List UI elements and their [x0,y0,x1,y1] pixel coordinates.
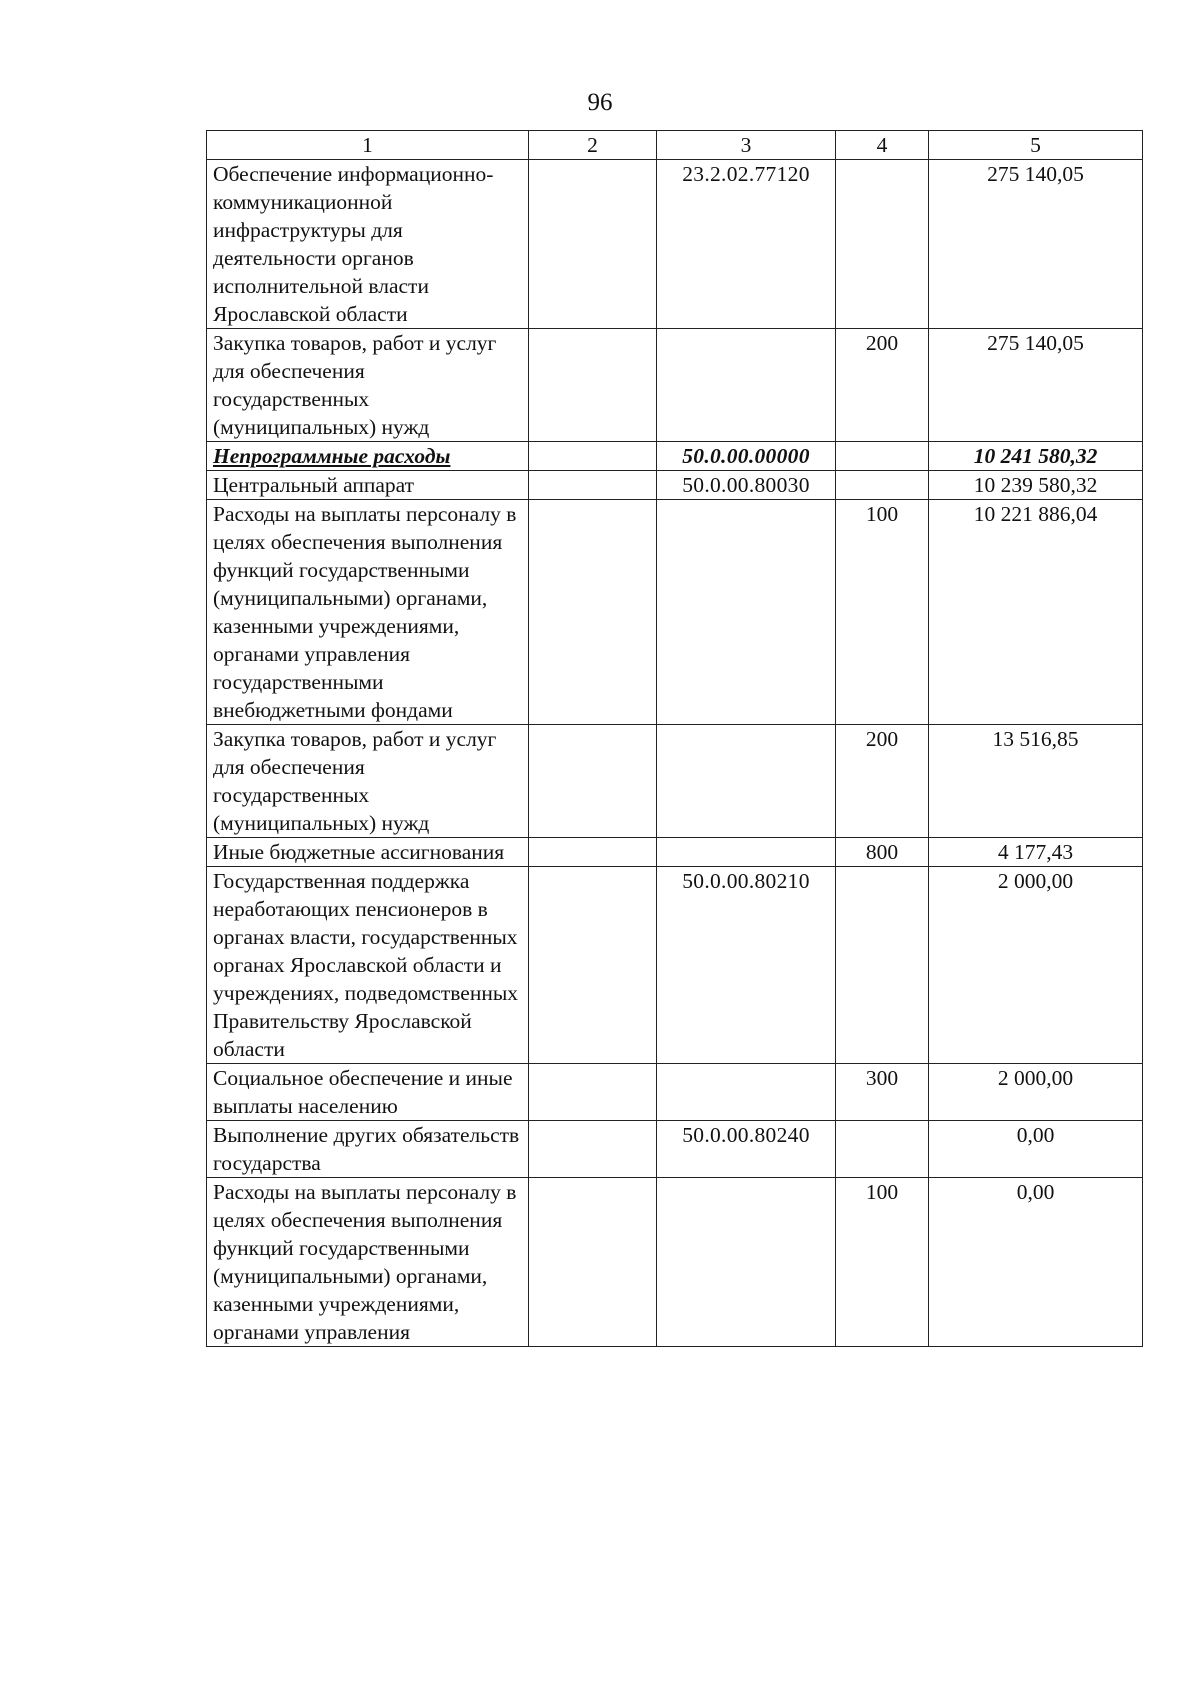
column-2-cell [529,1121,657,1178]
target-code-cell: 50.0.00.00000 [657,442,836,471]
expense-type-cell: 100 [836,500,929,725]
column-2-cell [529,1064,657,1121]
expense-name-cell: Обеспечение информационно-коммуникационной инфраструктуры для деятельности органов исполнительной власти Ярославской области [207,160,529,329]
header-col-3: 3 [657,131,836,160]
expense-type-cell: 100 [836,1178,929,1347]
amount-cell: 275 140,05 [929,329,1143,442]
target-code-cell [657,500,836,725]
table-row [207,500,1143,725]
expense-type-cell [836,1121,929,1178]
column-2-cell [529,500,657,725]
expense-type-cell: 200 [836,725,929,838]
expense-type-cell [836,160,929,329]
page-number: 96 [587,89,613,116]
expense-name-cell: Социальное обеспечение и иные выплаты населению [207,1064,529,1121]
expense-name-cell: Закупка товаров, работ и услуг для обеспечения государственных (муниципальных) нужд [207,725,529,838]
table-row [207,1178,1143,1347]
table-header-row [207,131,1143,160]
target-code-cell [657,725,836,838]
table-row [207,329,1143,442]
expense-name-cell: Иные бюджетные ассигнования [207,838,529,867]
column-2-cell [529,867,657,1064]
expense-type-cell [836,867,929,1064]
expense-name-cell: Государственная поддержка неработающих пенсионеров в органах власти, государственных органах Ярославской области и учреждениях, подведомственных Правительству Ярославской области [207,867,529,1064]
column-2-cell [529,329,657,442]
target-code-cell: 50.0.00.80210 [657,867,836,1064]
expense-name-cell: Закупка товаров, работ и услуг для обеспечения государственных (муниципальных) нужд [207,329,529,442]
budget-table [206,130,1143,1347]
table-row [207,471,1143,500]
target-code-cell [657,1064,836,1121]
table-row [207,442,1143,471]
expense-type-cell [836,471,929,500]
expense-name-cell: Выполнение других обязательств государства [207,1121,529,1178]
column-2-cell [529,160,657,329]
table-row [207,867,1143,1064]
header-col-4: 4 [836,131,929,160]
table-row [207,838,1143,867]
target-code-cell: 50.0.00.80030 [657,471,836,500]
expense-type-cell: 200 [836,329,929,442]
column-2-cell [529,838,657,867]
column-2-cell [529,725,657,838]
column-2-cell [529,442,657,471]
target-code-cell [657,1178,836,1347]
table-row [207,725,1143,838]
expense-type-cell: 800 [836,838,929,867]
amount-cell: 275 140,05 [929,160,1143,329]
amount-cell: 2 000,00 [929,867,1143,1064]
target-code-cell [657,329,836,442]
amount-cell: 10 239 580,32 [929,471,1143,500]
column-2-cell [529,471,657,500]
expense-name-cell: Центральный аппарат [207,471,529,500]
expense-type-cell: 300 [836,1064,929,1121]
amount-cell: 2 000,00 [929,1064,1143,1121]
amount-cell: 0,00 [929,1121,1143,1178]
target-code-cell: 23.2.02.77120 [657,160,836,329]
header-col-5: 5 [929,131,1143,160]
header-col-2: 2 [529,131,657,160]
expense-name-cell: Непрограммные расходы [207,442,529,471]
amount-cell: 0,00 [929,1178,1143,1347]
table-body [207,160,1143,1347]
amount-cell: 10 241 580,32 [929,442,1143,471]
amount-cell: 4 177,43 [929,838,1143,867]
target-code-cell [657,838,836,867]
expense-type-cell [836,442,929,471]
table-row [207,160,1143,329]
amount-cell: 10 221 886,04 [929,500,1143,725]
header-col-1: 1 [207,131,529,160]
table-row [207,1121,1143,1178]
amount-cell: 13 516,85 [929,725,1143,838]
target-code-cell: 50.0.00.80240 [657,1121,836,1178]
column-2-cell [529,1178,657,1347]
table-row [207,1064,1143,1121]
expense-name-cell: Расходы на выплаты персоналу в целях обеспечения выполнения функций государственными (муниципальными) органами, казенными учреждениями, органами управления [207,1178,529,1347]
expense-name-cell: Расходы на выплаты персоналу в целях обеспечения выполнения функций государственными (муниципальными) органами, казенными учреждениями, органами управления государственными внебюджетными фондами [207,500,529,725]
